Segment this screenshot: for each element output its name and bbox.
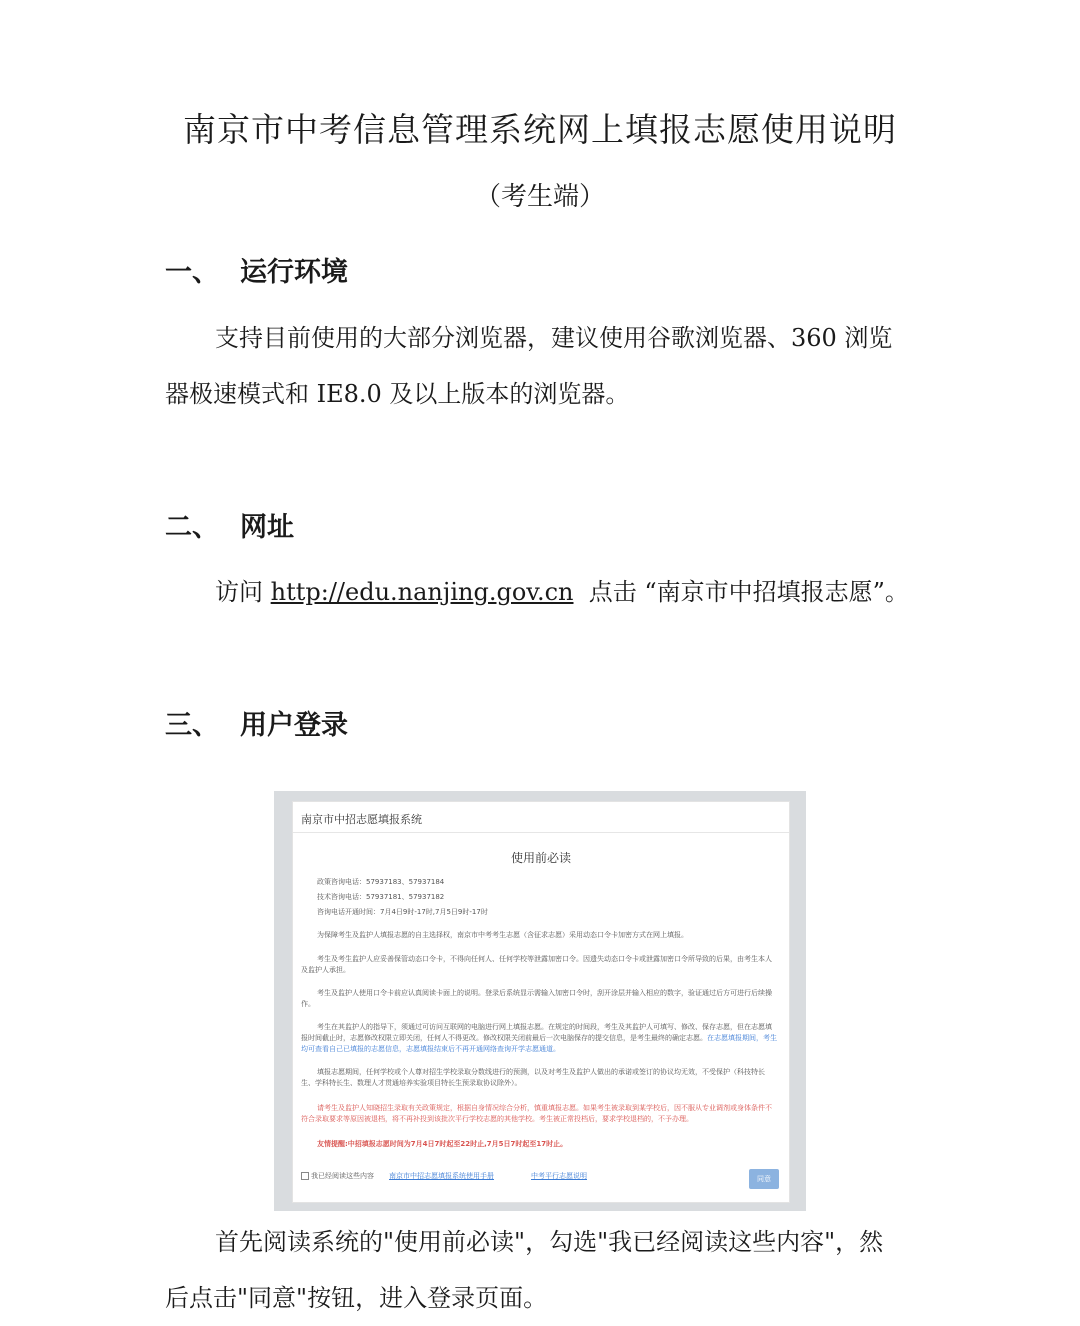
notice-window (292, 801, 790, 1203)
read-confirm-checkbox[interactable] (301, 1171, 374, 1181)
section-number: 三、 (165, 710, 219, 741)
parallel-volunteer-link[interactable]: 中考平行志愿说明 (531, 1172, 587, 1180)
environment-paragraph (165, 310, 917, 422)
notice-paragraph-3: 考生及监护人使用口令卡前应认真阅读卡面上的说明。登录后系统显示需输入加密口令时，刮开涂层并输入相应的数字，验证通过后方可进行后续操作。 (301, 989, 772, 1008)
login-paragraph (165, 1214, 917, 1326)
section-title: 运行环境 (240, 257, 348, 288)
environment-line-2: 器极速模式和 IE8.0 及以上版本的浏览器。 (165, 380, 630, 408)
checkbox-label: 我已经阅读这些内容 (311, 1172, 374, 1180)
notice-paragraph-2: 考生及考生监护人应妥善保管动态口令卡，不得向任何人、任何学校等泄露加密口令。因遗失动态口令卡或泄露加密口令所导致的后果，由考生本人及监护人承担。 (301, 955, 772, 974)
tech-phone: 技术咨询电话：57937181、57937182 (317, 893, 445, 901)
notice-paragraph-5: 填报志愿期间，任何学校或个人尊对招生学校录取分数线进行的预测，以及对考生及监护人做出的承诺或签订的协议均无效，不受保护（科技特长生、学科特长生、数理人才贯通培养实验项目特长生预录取协议除外）。 (301, 1068, 765, 1087)
document-title: 南京市中考信息管理系统网上填报志愿使用说明 (183, 110, 897, 149)
reminder-text: 友情提醒:中招填报志愿时间为7月4日7时起至22时止,7月5日7时起至17时止。 (317, 1140, 568, 1148)
section-heading-environment (165, 250, 348, 289)
agree-button[interactable]: 同意 (749, 1169, 779, 1189)
login-line-1: 首先阅读系统的"使用前必读"，勾选"我已经阅读这些内容"，然 (215, 1228, 884, 1256)
notice-paragraph-4 (301, 1022, 777, 1055)
document-subtitle: （考生端） (474, 182, 605, 212)
notice-title: 使用前必读 (510, 851, 571, 865)
notice-paragraph-1: 为保障考生及监护人填报志愿的自主选择权，南京市中考考生志愿（含征求志愿）采用动态口令卡加密方式在网上填报。 (317, 931, 688, 939)
url-suffix: 点击 “南京市中招填报志愿”。 (573, 578, 909, 606)
environment-line-1: 支持目前使用的大部分浏览器，建议使用谷歌浏览器、360 浏览 (215, 324, 893, 352)
section-number: 一、 (165, 257, 219, 288)
notice-screenshot (274, 791, 806, 1211)
notice-paragraph-6: 请考生及监护人知晓招生录取有关政策规定，根据自身情况综合分析，慎重填报志愿。如果考生被录取到某学校后，因不服从专业调剂或身体条件不符合录取要求等原因被退档，将不再补投到该批次平行学校志愿的其他学校。考生被正常投档后，要求学校退档的，不予办理。 (301, 1104, 772, 1123)
notice-paragraph-4-highlight: 在志愿填报期间，考生均可查看自己已填报的志愿信息，志愿填报结束后不再开通网络查询开学志愿通道。 (301, 1034, 777, 1053)
manual-link[interactable]: 南京市中招志愿填报系统使用手册 (389, 1172, 494, 1180)
url-paragraph (165, 564, 917, 620)
phone-hours: 咨询电话开通时间：7月4日9时-17时,7月5日9时-17时 (317, 908, 488, 916)
section-title: 网址 (240, 512, 294, 543)
header-divider (293, 832, 789, 833)
policy-phone: 政策咨询电话：57937183、57937184 (317, 878, 445, 886)
section-number: 二、 (165, 512, 219, 543)
section-heading-url (165, 505, 294, 544)
notice-paragraph-4-text: 考生在其监护人的指导下，须通过可访问互联网的电脑进行网上填报志愿。在规定的时间段，考生及其监护人可填写、修改、保存志愿，但在志愿填报时间截止时，志愿修改权限立即关闭，任何人不得更改。修改权限关闭前最后一次电脑保存的提交信息，是考生最终的确定志愿。 (301, 1023, 772, 1042)
checkbox-square[interactable] (301, 1172, 309, 1180)
system-title: 南京市中招志愿填报系统 (301, 813, 422, 826)
url-prefix: 访问 (215, 578, 271, 606)
login-line-2: 后点击"同意"按钮，进入登录页面。 (165, 1284, 548, 1312)
section-title: 用户登录 (240, 710, 348, 741)
section-heading-login (165, 703, 348, 742)
website-link[interactable]: http://edu.nanjing.gov.cn (270, 578, 574, 606)
